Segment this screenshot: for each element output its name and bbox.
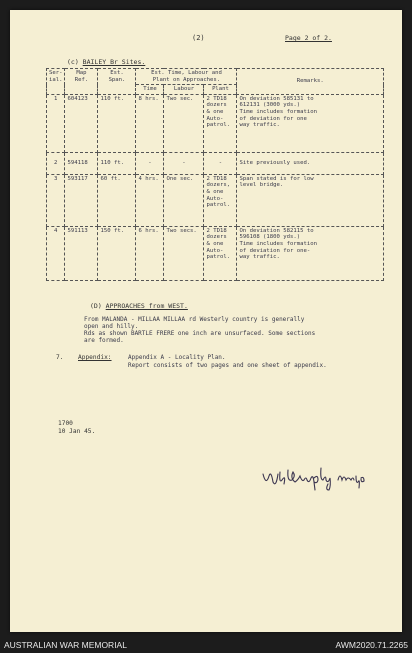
table-row	[47, 94, 384, 152]
header-plant: Plant	[204, 85, 237, 95]
item-7-line: Report consists of two pages and one sheet of appendix.	[128, 362, 327, 369]
item-7-label: Appendix:	[78, 354, 112, 361]
handwritten-signature	[260, 462, 370, 496]
section-d-line: open and hilly.	[84, 323, 139, 330]
header-labour: Labour	[164, 85, 204, 95]
section-c-number: (c)	[67, 58, 79, 66]
cell-span: 60 ft.	[98, 174, 136, 226]
cell-span: 150 ft.	[98, 226, 136, 280]
section-c-title: BAILEY Br Sites.	[82, 58, 146, 66]
item-7-line: Appendix A - Locality Plan.	[128, 354, 226, 361]
bridge-sites-table	[46, 68, 384, 281]
cell-plant: 2 TD18 dozers & one Auto- patrol.	[204, 226, 237, 280]
section-c-heading	[67, 58, 145, 66]
cell-map-ref: 591113	[65, 226, 98, 280]
page-reference: Page 2 of 2.	[285, 34, 332, 42]
cell-time: -	[136, 152, 164, 174]
cell-labour: Two secs.	[164, 226, 204, 280]
header-remarks: Remarks.	[237, 69, 384, 95]
section-d-number: (D)	[90, 302, 102, 310]
header-map-ref: Map Ref.	[65, 69, 98, 95]
cell-time: 4 hrs.	[136, 174, 164, 226]
section-d-title: APPROACHES from WEST.	[105, 302, 188, 310]
table-row	[47, 226, 384, 280]
table-row	[47, 174, 384, 226]
cell-time: 6 hrs.	[136, 226, 164, 280]
table-header-row	[47, 69, 384, 85]
archive-reference: AWM2020.71.2265	[335, 640, 408, 650]
page-number: (2)	[192, 34, 205, 42]
cell-labour: -	[164, 152, 204, 174]
item-7-number: 7.	[56, 354, 64, 361]
document-page	[10, 10, 402, 632]
header-est-span: Est. Span.	[98, 69, 136, 95]
cell-serial: 1	[47, 94, 65, 152]
cell-map-ref: 594118	[65, 152, 98, 174]
section-d-line: From MALANDA - MILLAA MILLAA rd Westerly country is generally	[84, 316, 305, 323]
cell-remarks: Span stated is for low level bridge.	[237, 174, 384, 226]
archive-credit: AUSTRALIAN WAR MEMORIAL	[4, 640, 127, 650]
cell-span: 110 ft.	[98, 94, 136, 152]
cell-plant: 2 TD18 dozers, & one Auto- patrol.	[204, 174, 237, 226]
cell-time: 8 hrs.	[136, 94, 164, 152]
cell-labour: Two sec.	[164, 94, 204, 152]
cell-plant: -	[204, 152, 237, 174]
cell-plant: 2 TD18 dozers & one Auto- patrol.	[204, 94, 237, 152]
footer-time: 1700	[58, 420, 73, 427]
header-time: Time	[136, 85, 164, 95]
cell-labour: One sec.	[164, 174, 204, 226]
cell-remarks: Site previously used.	[237, 152, 384, 174]
cell-serial: 3	[47, 174, 65, 226]
section-d-heading	[90, 302, 188, 310]
header-est-group: Est. Time, Labour and Plant on Approaches.	[136, 69, 237, 85]
cell-serial: 4	[47, 226, 65, 280]
header-serial: Ser- ial.	[47, 69, 65, 95]
cell-remarks: On deviation 582115 to 596108 (1800 yds.) Time includes formation of deviation for one- way traffic.	[237, 226, 384, 280]
cell-map-ref: 604123	[65, 94, 98, 152]
footer-date: 10 Jan 45.	[58, 428, 96, 435]
table-row	[47, 152, 384, 174]
section-d-line: are formed.	[84, 337, 124, 344]
cell-remarks: On deviation 585131 to 612131 (3000 yds.) Time includes formation of deviation for one way traffic.	[237, 94, 384, 152]
section-d-line: Rds as shown BARTLE FRERE one inch are unsurfaced. Some sections	[84, 330, 316, 337]
cell-serial: 2	[47, 152, 65, 174]
signature-mark	[260, 462, 370, 492]
cell-map-ref: 593117	[65, 174, 98, 226]
cell-span: 110 ft.	[98, 152, 136, 174]
